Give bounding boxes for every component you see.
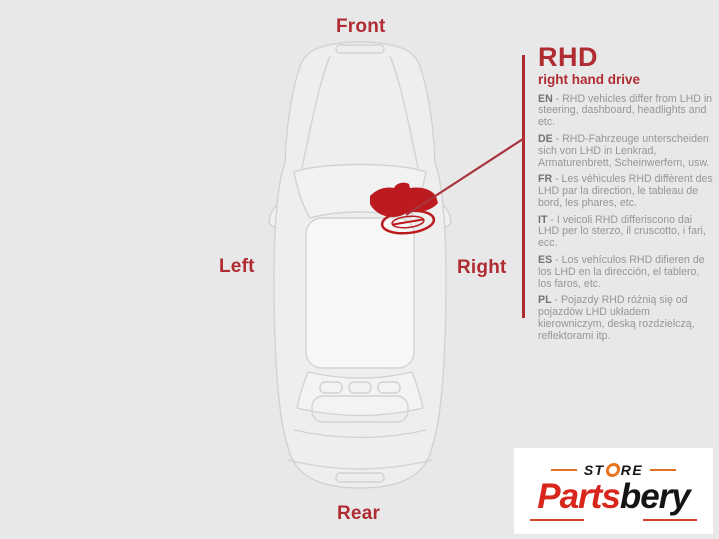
lang-code-es: ES xyxy=(538,254,553,267)
callout-divider xyxy=(522,55,525,318)
store-text-right: RE xyxy=(620,461,644,478)
right-label: Right xyxy=(457,257,507,278)
lang-text-de: - RHD-Fahrzeuge unterscheiden sich von LHD in Lenkrad, Armaturenbrett, Scheinwerfern, usw. xyxy=(538,132,710,169)
rear-label: Rear xyxy=(337,503,381,524)
store-text-left: ST xyxy=(583,461,605,478)
callout-paragraph-it xyxy=(538,215,714,250)
logo-rule-bottom-left xyxy=(530,519,584,521)
callout-paragraph-es xyxy=(538,255,714,290)
callout-paragraph-pl xyxy=(538,295,714,342)
lang-code-it: IT xyxy=(538,213,548,226)
roof xyxy=(306,218,414,368)
partsbery-store-logo xyxy=(514,448,713,534)
logo-brand-text xyxy=(537,476,690,516)
callout-paragraph-en xyxy=(538,94,714,129)
lang-text-fr: - Les véhicules RHD diffèrent des LHD par la direction, le tableau de bord, les phares, etc. xyxy=(538,173,713,209)
callout-paragraph-fr xyxy=(538,174,714,209)
logo-store-text xyxy=(584,462,643,478)
logo-rule-top-left xyxy=(551,469,577,471)
brand-first: Parts xyxy=(537,476,620,516)
rear-window xyxy=(297,372,423,416)
callout-subtitle: right hand drive xyxy=(538,72,641,87)
brand-second: bery xyxy=(619,476,690,516)
callout-body xyxy=(538,94,714,343)
lang-code-fr: FR xyxy=(538,173,553,186)
lang-code-pl: PL xyxy=(538,294,552,307)
callout-title: RHD xyxy=(538,42,598,72)
logo-rule-top-right xyxy=(650,469,676,471)
lang-code-en: EN xyxy=(538,92,553,105)
front-label: Front xyxy=(336,16,386,37)
lang-text-pl: - Pojazdy RHD różnią się od pojazdów LHD układem kierowniczym, deską rozdzielczą, reflektorami itp. xyxy=(538,294,695,342)
left-label: Left xyxy=(219,256,255,277)
rhd-callout xyxy=(538,44,714,348)
lang-text-it: - I veicoli RHD differiscono dai LHD per lo sterzo, il cruscotto, i fari, ecc. xyxy=(538,213,706,250)
logo-bottom-rules xyxy=(514,519,713,521)
lang-text-en: - RHD vehicles differ from LHD in steering, dashboard, headlights and etc. xyxy=(538,92,713,129)
lang-text-es: - Los vehículos RHD difieren de los LHD en la dirección, el tablero, los faros, etc. xyxy=(538,254,705,290)
logo-store-row xyxy=(551,462,676,478)
lang-code-de: DE xyxy=(538,132,553,145)
store-o-ring-icon xyxy=(605,463,621,477)
callout-paragraph-de xyxy=(538,134,714,169)
logo-rule-bottom-right xyxy=(643,519,697,521)
